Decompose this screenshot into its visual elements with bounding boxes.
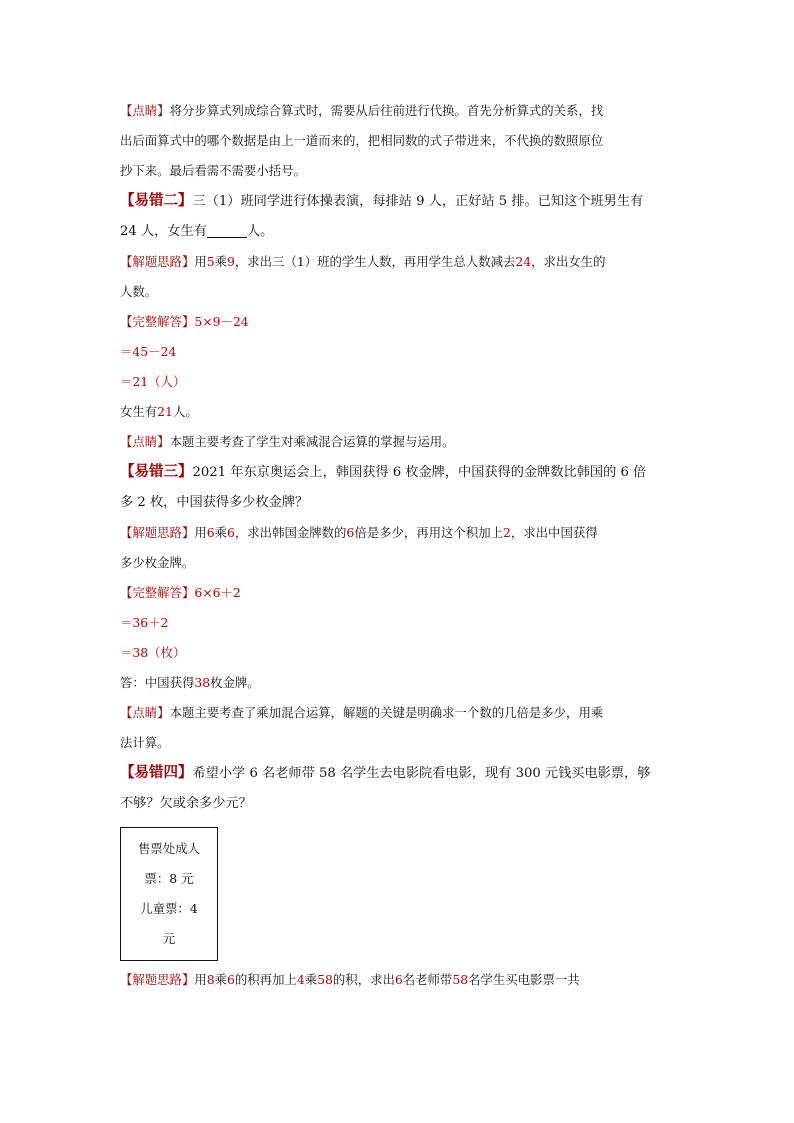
- ticket-line: 元: [162, 931, 176, 946]
- error-2-section: [120, 186, 680, 457]
- document-page: [120, 96, 680, 995]
- think-text: ，求出三（1）班的学生人数，再用学生总人数减去: [234, 254, 516, 269]
- think-line-2: 人数。: [120, 284, 158, 299]
- think-text: ，求出韩国金牌数的: [234, 525, 347, 540]
- think-text: 乘: [214, 525, 228, 540]
- answer-step-1: 5×9－24: [194, 314, 249, 329]
- error-2-question-1: 三（1）班同学进行体操表演，每排站 9 人，正好站 5 排。已知这个班男生有: [192, 194, 644, 209]
- intro-line-2: 出后面算式中的哪个数据是由上一道而来的，把相同数的式子带进来，不代换的数照原位: [120, 133, 604, 148]
- final-answer-text: 女生有: [120, 404, 158, 419]
- think-number: 9: [227, 254, 235, 269]
- answer-step-3: ＝21（人）: [120, 374, 186, 389]
- point-text: 本题主要考查了乘加混合运算，解题的关键是明确求一个数的几倍是多少，用乘: [169, 705, 604, 720]
- think-text: 用: [194, 972, 207, 987]
- think-text: ，求出中国获得: [510, 525, 598, 540]
- error-3-question-1: 2021 年东京奥运会上，韩国获得 6 枚金牌，中国获得的金牌数比韩国的 6 倍: [192, 465, 647, 480]
- error-3-section: [120, 457, 680, 758]
- final-answer-text: 枚金牌。: [210, 675, 260, 690]
- think-tag: 【解题思路】: [120, 254, 195, 269]
- error-4-question-1: 希望小学 6 名老师带 58 名学生去电影院看电影，现有 300 元钱买电影票，够: [192, 766, 651, 781]
- think-text: 名老师带: [402, 972, 453, 987]
- think-text: 的积，求出: [332, 972, 395, 987]
- think-text: 乘: [214, 254, 228, 269]
- think-number: 58: [317, 972, 333, 987]
- point-tag: 【点睛】: [120, 103, 170, 118]
- intro-line-1: 将分步算式列成综合算式时，需要从后往前进行代换。首先分析算式的关系，找: [169, 103, 604, 118]
- final-answer-text: 答：中国获得: [120, 675, 195, 690]
- answer-blank: [207, 219, 247, 238]
- think-number: 4: [296, 972, 305, 987]
- final-answer-number: 21: [157, 404, 173, 419]
- think-number: 6: [227, 525, 235, 540]
- think-text: 用: [194, 525, 207, 540]
- think-text: 乘: [304, 972, 318, 987]
- answer-tag: 【完整解答】: [120, 585, 195, 600]
- error-4-section: [120, 758, 680, 995]
- answer-step-2: ＝36＋2: [120, 615, 169, 630]
- error-4-tag: 【易错四】: [120, 764, 193, 781]
- think-tag: 【解题思路】: [120, 525, 195, 540]
- intro-point: [120, 96, 680, 186]
- ticket-price-box: [120, 827, 218, 961]
- answer-step-3: ＝38（枚）: [120, 645, 186, 660]
- error-3-question-2: 多 2 枚，中国获得多少枚金牌？: [120, 495, 309, 510]
- final-answer-text: 人。: [172, 404, 198, 419]
- think-tag: 【解题思路】: [120, 972, 195, 987]
- think-number: 6: [206, 525, 215, 540]
- think-number: 6: [346, 525, 355, 540]
- ticket-line: 售票处成人: [138, 841, 200, 856]
- think-text: ，求出女生的: [531, 254, 606, 269]
- error-2-question-2b: 人。: [246, 224, 274, 239]
- ticket-line: 儿童票：4: [140, 901, 198, 916]
- final-answer-number: 38: [194, 675, 211, 690]
- think-text: 乘: [214, 972, 228, 987]
- error-3-tag: 【易错三】: [120, 463, 193, 480]
- think-number: 6: [394, 972, 403, 987]
- think-number: 6: [227, 972, 235, 987]
- answer-step-1: 6×6＋2: [194, 585, 241, 600]
- ticket-line: 票：8 元: [144, 871, 194, 886]
- answer-tag: 【完整解答】: [120, 314, 195, 329]
- think-number: 5: [206, 254, 215, 269]
- answer-step-2: ＝45－24: [120, 344, 177, 359]
- think-text: 名学生买电影票一共: [468, 972, 580, 987]
- think-line-2: 多少枚金牌。: [120, 555, 195, 570]
- point-text: 本题主要考查了学生对乘减混合运算的掌握与运用。: [169, 434, 455, 449]
- think-number: 2: [503, 525, 511, 540]
- error-2-tag: 【易错二】: [120, 192, 193, 209]
- point-tag: 【点睛】: [120, 705, 170, 720]
- intro-line-3: 抄下来。最后看需不需要小括号。: [120, 163, 306, 178]
- think-text: 的积再加上: [234, 972, 297, 987]
- point-tag: 【点睛】: [120, 434, 170, 449]
- think-text: 用: [194, 254, 207, 269]
- think-text: 倍是多少，再用这个积加上: [354, 525, 503, 540]
- error-2-question-2a: 24 人，女生有: [120, 224, 207, 239]
- error-4-question-2: 不够？欠或余多少元？: [120, 796, 252, 811]
- think-number: 8: [206, 972, 215, 987]
- point-text-2: 法计算。: [120, 735, 170, 750]
- think-number: 24: [515, 254, 532, 269]
- think-number: 58: [452, 972, 469, 987]
